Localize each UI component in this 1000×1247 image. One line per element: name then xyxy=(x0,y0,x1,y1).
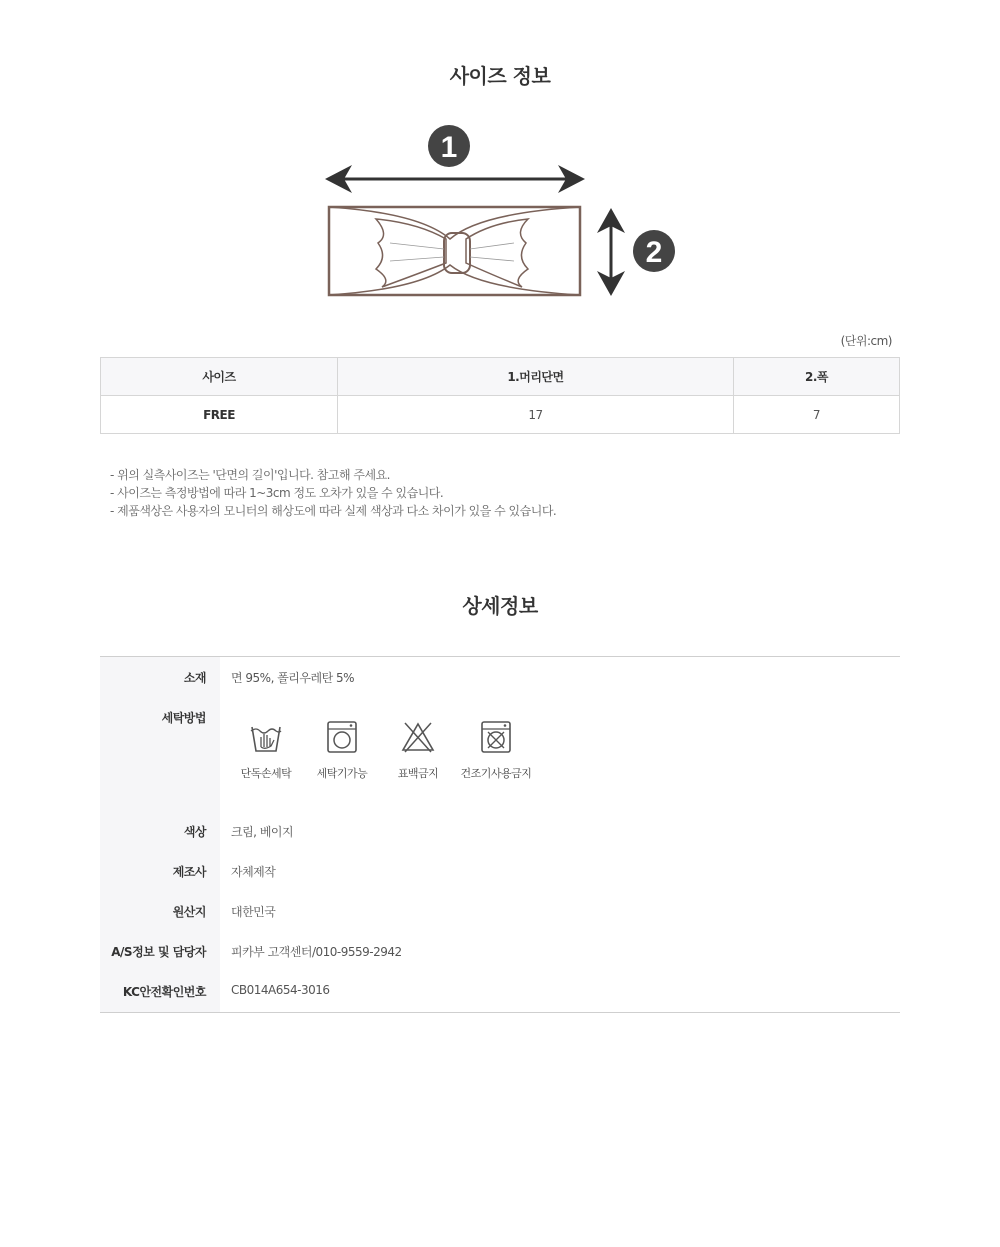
cell-size: FREE xyxy=(101,396,338,434)
kc-label: KC안전확인번호 xyxy=(122,985,206,999)
as-info-row xyxy=(100,943,900,965)
size-table xyxy=(100,357,900,434)
height-arrow xyxy=(597,208,625,296)
as-info-label: A/S정보 및 담당자 xyxy=(111,945,206,959)
washing-row xyxy=(100,709,900,839)
cell-width: 7 xyxy=(733,396,899,434)
hand-wash-icon xyxy=(248,719,284,755)
color-value: 크림, 베이지 xyxy=(231,825,294,839)
svg-text:1: 1 xyxy=(440,131,458,164)
manufacturer-row xyxy=(100,863,900,885)
color-row xyxy=(100,823,900,845)
manufacturer-value: 자체제작 xyxy=(231,865,276,879)
material-label: 소재 xyxy=(183,671,206,685)
detail-info-title: 상세정보 xyxy=(462,594,538,618)
note-item: - 제품색상은 사용자의 모니터의 해상도에 따라 실제 색상과 다소 차이가 있을 수 있습니다. xyxy=(110,504,557,518)
headband-size-diagram xyxy=(300,115,700,315)
washing-caption: 단독손세탁 xyxy=(240,767,292,780)
cell-head-section: 17 xyxy=(337,396,733,434)
header-head-section: 1.머리단면 xyxy=(337,358,733,396)
washing-caption: 건조기사용금지 xyxy=(460,767,532,780)
origin-label: 원산지 xyxy=(172,905,206,919)
no-dryer-icon xyxy=(478,719,514,755)
material-row xyxy=(100,669,900,691)
origin-value: 대한민국 xyxy=(231,905,276,919)
size-info-title: 사이즈 정보 xyxy=(449,64,551,88)
no-bleach-icon xyxy=(400,719,436,755)
detail-info-table xyxy=(100,656,900,1013)
table-header-row xyxy=(101,358,900,396)
note-item: - 위의 실측사이즈는 '단면의 길이'입니다. 참고해 주세요. xyxy=(110,468,390,482)
washing-item xyxy=(378,719,458,781)
headband-illustration xyxy=(329,207,580,295)
material-value: 면 95%, 폴리우레탄 5% xyxy=(231,671,355,685)
washing-item xyxy=(302,719,382,781)
origin-row xyxy=(100,903,900,925)
kc-value: CB014A654-3016 xyxy=(231,983,330,997)
as-info-value: 피카부 고객센터/010-9559-2942 xyxy=(231,945,402,959)
header-size: 사이즈 xyxy=(101,358,338,396)
manufacturer-label: 제조사 xyxy=(172,865,206,879)
width-arrow xyxy=(325,165,585,193)
washing-caption: 표백금지 xyxy=(397,767,439,780)
label-1-badge xyxy=(428,125,470,167)
washing-caption: 세탁기가능 xyxy=(316,767,368,780)
svg-text:2: 2 xyxy=(645,236,663,269)
washing-label: 세탁방법 xyxy=(161,711,206,725)
washing-item xyxy=(226,719,306,781)
header-width: 2.폭 xyxy=(733,358,899,396)
table-row xyxy=(101,396,900,434)
color-label: 색상 xyxy=(183,825,206,839)
kc-row xyxy=(100,983,900,1005)
note-item: - 사이즈는 측정방법에 따라 1~3cm 정도 오차가 있을 수 있습니다. xyxy=(110,486,444,500)
unit-label: (단위:cm) xyxy=(840,334,892,348)
size-notes xyxy=(110,466,556,520)
washing-item xyxy=(456,719,536,781)
label-2-badge xyxy=(633,230,675,272)
washing-machine-icon xyxy=(324,719,360,755)
